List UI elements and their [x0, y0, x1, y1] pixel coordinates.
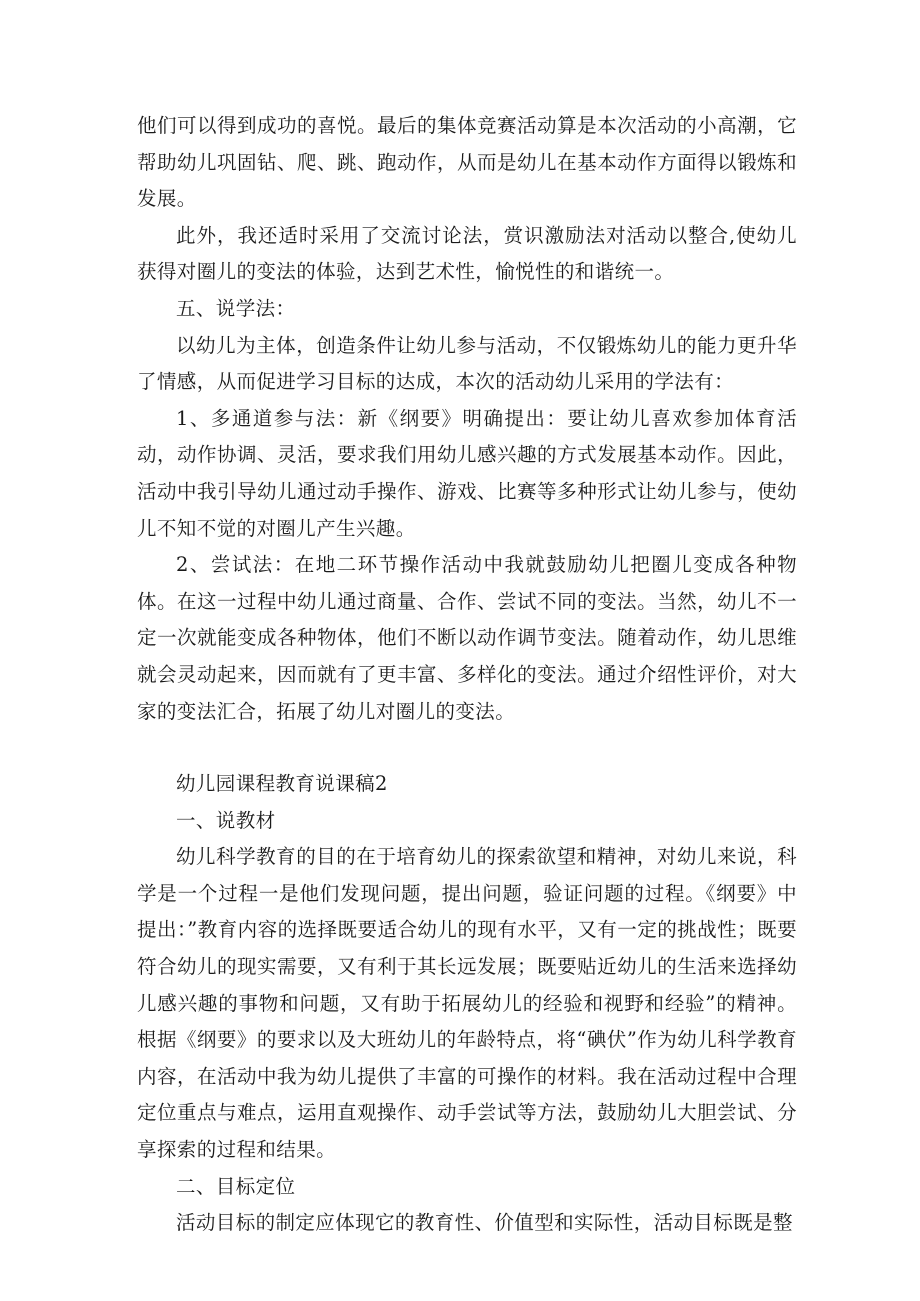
document-page [137, 108, 797, 1242]
paragraph-methods-summary: 此外，我还适时采用了交流讨论法，赏识激励法对活动以整合,使幼儿获得对圈儿的变法的体验，达到艺术性，愉悦性的和谐统一。 [137, 223, 797, 284]
paragraph-trial-method: 2、尝试法：在地二环节操作活动中我就鼓励幼儿把圈儿变成各种物体。在这一过程中幼儿通过商量、合作、尝试不同的变法。当然，幼儿不一定一次就能变成各种物体，他们不断以动作调节变法。随着动作，幼儿思维就会灵动起来，因而就有了更丰富、多样化的变法。通过介绍性评价，对大家的变法汇合，拓展了幼儿对圈儿的变法。 [137, 553, 797, 723]
paragraph-multichannel-method: 1、多通道参与法：新《纲要》明确提出：要让幼儿喜欢参加体育活动，动作协调、灵活，要求我们用幼儿感兴趣的方式发展基本动作。因此，活动中我引导幼儿通过动手操作、游戏、比赛等多种形式让幼儿参与，使幼儿不知不觉的对圈儿产生兴趣。 [137, 406, 797, 540]
section-heading-goal-setting: 二、目标定位 [176, 1174, 296, 1198]
document-title: 幼儿园课程教育说课稿2 [176, 772, 388, 796]
section-heading-teaching-material: 一、说教材 [176, 808, 276, 832]
paragraph-learning-intro: 以幼儿为主体，创造条件让幼儿参与活动，不仅锻炼幼儿的能力更升华了情感，从而促进学习目标的达成，本次的活动幼儿采用的学法有： [137, 333, 797, 394]
paragraph-teaching-material: 幼儿科学教育的目的在于培育幼儿的探索欲望和精神，对幼儿来说，科学是一个过程一是他们发现问题，提出问题，验证问题的过程。《纲要》中提出：”教育内容的选择既要适合幼儿的现有水平，又有一定的挑战性；既要符合幼儿的现实需要，又有利于其长远发展；既要贴近幼儿的生活来选择幼儿感兴趣的事物和问题，又有助于拓展幼儿的经验和视野和经验”的精神。根据《纲要》的要求以及大班幼儿的年龄特点，将“碘伏”作为幼儿科学教育内容，在活动中我为幼儿提供了丰富的可操作的材料。我在活动过程中合理定位重点与难点，运用直观操作、动手尝试等方法，鼓励幼儿大胆尝试、分享探索的过程和结果。 [137, 845, 797, 1162]
section-heading-learning-methods: 五、说学法： [176, 296, 296, 320]
paragraph-continuation: 他们可以得到成功的喜悦。最后的集体竞赛活动算是本次活动的小高潮，它帮助幼儿巩固钻、爬、跳、跑动作，从而是幼儿在基本动作方面得以锻炼和发展。 [137, 114, 797, 211]
paragraph-goal-setting: 活动目标的制定应体现它的教育性、价值型和实际性，活动目标既是整 [176, 1211, 793, 1235]
